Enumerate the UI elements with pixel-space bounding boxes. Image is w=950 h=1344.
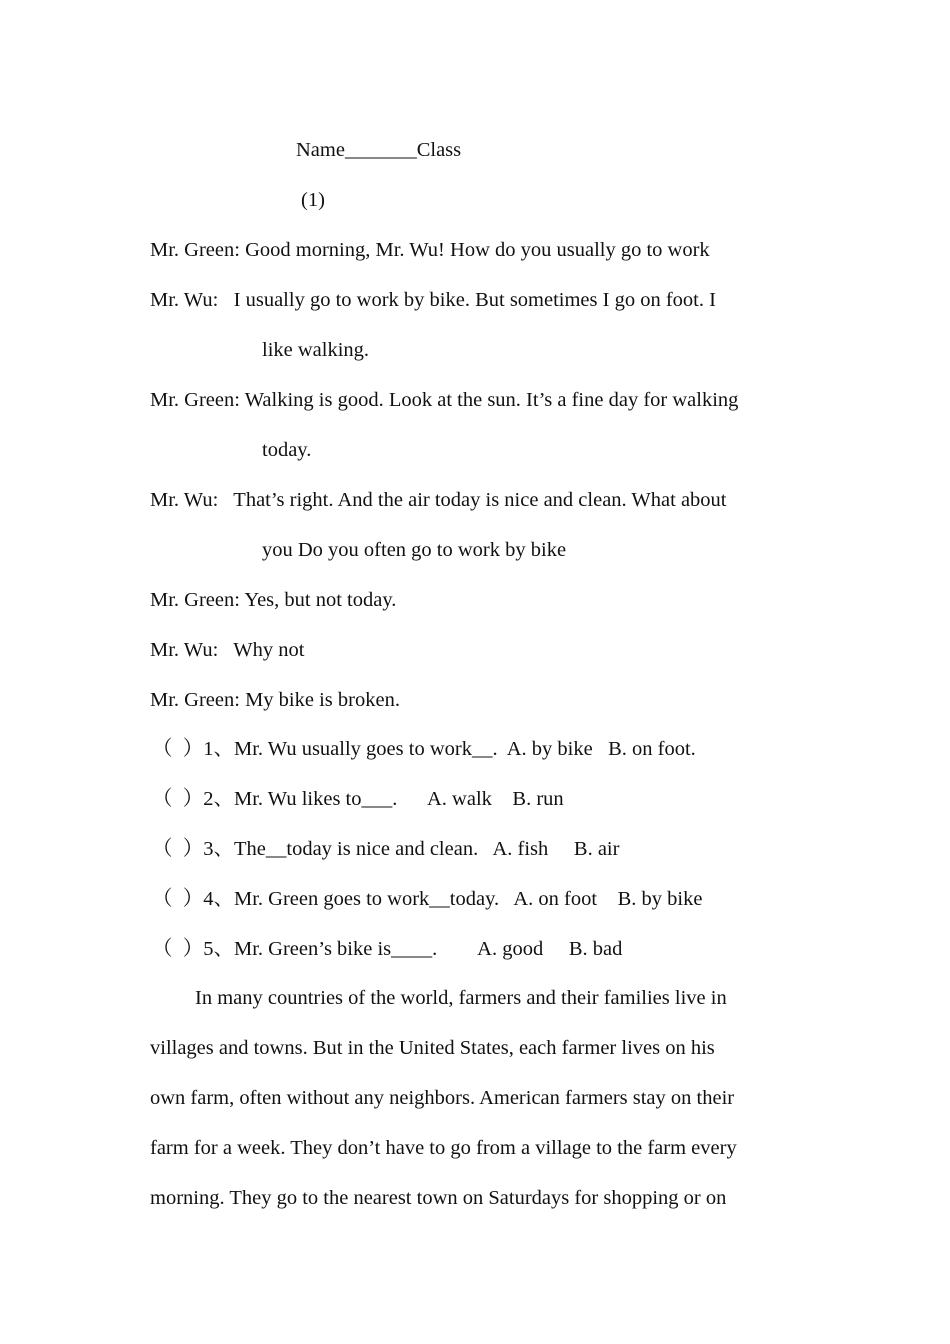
option-b: B. bad [568,938,623,960]
question-stem: Mr. Wu usually goes to work__. [234,738,498,760]
option-b: B. by bike [617,888,703,910]
question-item [152,887,702,911]
dialogue-text: Why not [233,639,305,661]
option-a: A. walk [427,788,492,810]
name-blank: _______ [344,139,417,161]
speaker-label: Mr. Green: [150,689,240,711]
question-item [152,837,619,861]
speaker-label: Mr. Wu: [150,489,219,511]
question-item [152,937,622,961]
option-b: B. run [512,788,564,810]
speaker-label: Mr. Green: [150,589,240,611]
passage-line: villages and towns. But in the United States, each farmer lives on his [150,1037,715,1059]
question-number: 5、 [203,938,234,960]
passage-line: morning. They go to the nearest town on Saturdays for shopping or on [150,1187,727,1209]
name-label: Name [296,139,345,161]
dialogue-text: My bike is broken. [239,689,400,711]
question-number: 2、 [203,788,234,810]
option-b: B. air [573,838,620,860]
option-a: A. by bike [506,738,593,760]
question-stem: Mr. Green goes to work__today. [234,888,500,910]
option-a: A. fish [492,838,549,860]
dialogue-text: I usually go to work by bike. But sometimes I go on foot. I [233,289,716,311]
dialogue-line [150,688,400,712]
answer-bracket[interactable]: （ ） [152,738,204,760]
class-label: Class [416,139,462,161]
speaker-label: Mr. Green: [150,239,240,261]
question-item [152,737,696,761]
answer-bracket[interactable]: （ ） [152,888,204,910]
dialogue-continuation: like walking. [262,339,370,361]
speaker-label: Mr. Wu: [150,289,219,311]
dialogue-line [150,638,304,662]
passage-line: In many countries of the world, farmers and their families live in [195,987,727,1009]
question-number: 3、 [203,838,234,860]
option-b: B. on foot. [608,738,696,760]
dialogue-text: That’s right. And the air today is nice and clean. What about [233,489,727,511]
dialogue-line [150,288,716,312]
dialogue-text: Walking is good. Look at the sun. It’s a fine day for walking [244,389,739,411]
question-item [152,787,564,811]
question-number: 4、 [203,888,234,910]
dialogue-line [150,488,727,512]
dialogue-line [150,238,710,262]
dialogue-continuation: today. [262,439,312,461]
dialogue-line [150,388,738,412]
answer-bracket[interactable]: （ ） [152,838,204,860]
section-number: (1) [301,189,325,211]
option-a: A. on foot [513,888,598,910]
question-stem: Mr. Wu likes to___. [234,788,398,810]
dialogue-continuation: you Do you often go to work by bike [262,539,567,561]
option-a: A. good [477,938,544,960]
question-stem: Mr. Green’s bike is____. [234,938,438,960]
speaker-label: Mr. Green: [150,389,240,411]
answer-bracket[interactable]: （ ） [152,938,204,960]
dialogue-text: Yes, but not today. [244,589,397,611]
question-stem: The__today is nice and clean. [234,838,479,860]
dialogue-line [150,588,396,612]
answer-bracket[interactable]: （ ） [152,788,204,810]
passage-line: own farm, often without any neighbors. American farmers stay on their [150,1087,735,1109]
passage-line: farm for a week. They don’t have to go from a village to the farm every [150,1137,737,1159]
name-class-line [296,138,461,162]
question-number: 1、 [203,738,234,760]
speaker-label: Mr. Wu: [150,639,219,661]
dialogue-text: Good morning, Mr. Wu! How do you usually go to work [245,239,710,261]
